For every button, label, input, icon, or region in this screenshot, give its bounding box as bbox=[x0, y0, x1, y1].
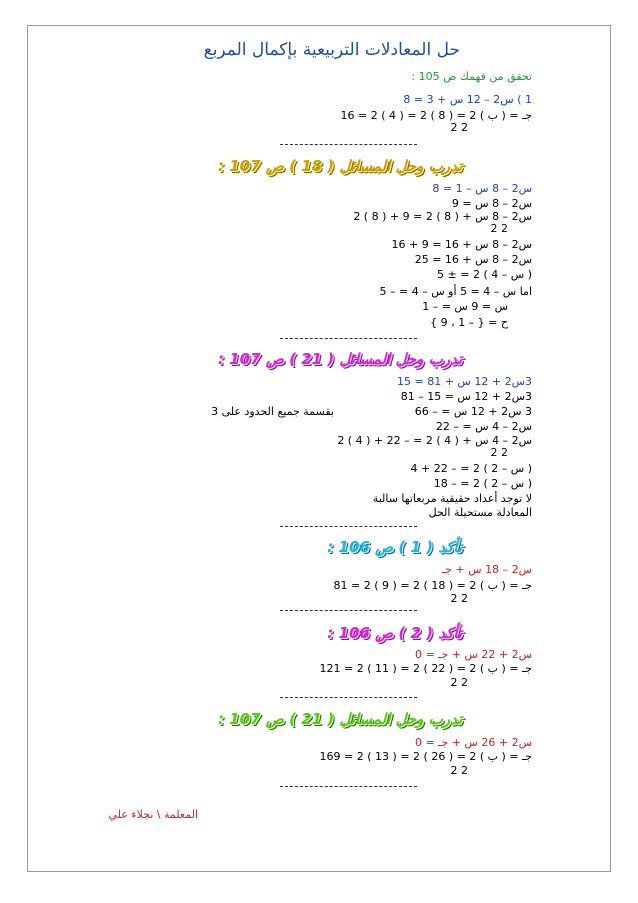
separator-4 bbox=[280, 610, 417, 611]
s3-solution: جـ = ( ب ) 2 = ( 18 ) 2 = ( 9 ) 2 = 81 bbox=[333, 579, 532, 592]
s1-line-8: اما س – 4 = 5 أو س – 4 = – 5 bbox=[379, 285, 532, 298]
s5-equation: س2 + 26 س + جـ = 0 bbox=[414, 736, 532, 749]
s2-no-real-note: لا توجد أعداد حقيقية مربعاتها سالبة bbox=[372, 492, 532, 505]
s1-line-5: س2 – 8 س + 16 = 9 + 16 bbox=[391, 238, 532, 251]
q1-equation: 1 ) س2 – 12 س + 3 = 8 bbox=[403, 93, 532, 106]
teacher-signature: المعلمة \ نجلاء علي bbox=[108, 808, 198, 821]
s2-line-8: ( س – 2 ) 2 = – 18 bbox=[433, 477, 532, 490]
s2-line-6: 2 2 bbox=[490, 446, 508, 459]
s2-line-7: ( س – 2 ) 2 = – 22 + 4 bbox=[410, 462, 532, 475]
s1-line-1: س2 – 8 س – 1 = 8 bbox=[432, 182, 532, 195]
s2-line-2: 3س2 + 12 س = 15 – 81 bbox=[400, 390, 532, 403]
q1-solution: جـ = ( ب ) 2 = ( 8 ) 2 = ( 4 ) 2 = 16 bbox=[340, 109, 532, 122]
s2-impossible-note: المعادلة مستحيلة الحل bbox=[428, 506, 532, 519]
s1-line-6: س2 – 8 س + 16 = 25 bbox=[414, 253, 532, 266]
s1-solution-set: ح = { – 1 ، 9 } bbox=[430, 316, 508, 329]
s2-line-1: 3س2 + 12 س + 81 = 15 bbox=[396, 375, 532, 388]
s2-line-5: س2 – 4 س + ( 4 ) 2 = – 22 + ( 4 ) 2 bbox=[337, 434, 532, 447]
s2-line-4: س2 – 4 س = – 22 bbox=[435, 420, 532, 433]
separator-2 bbox=[280, 338, 417, 339]
separator-5 bbox=[280, 697, 417, 698]
s4-denominators: 2 2 bbox=[450, 676, 468, 689]
s5-solution: جـ = ( ب ) 2 = ( 26 ) 2 = ( 13 ) 2 = 169 bbox=[319, 750, 532, 763]
s3-denominators: 2 2 bbox=[450, 592, 468, 605]
page-title: حل المعادلات التربيعية بإكمال المربع bbox=[203, 40, 460, 60]
q1-fraction-denominators: 2 2 bbox=[450, 121, 468, 134]
s1-line-7: ( س – 4 ) 2 = ± 5 bbox=[437, 268, 532, 281]
s2-line-3: 3 س2 + 12 س = – 66 bbox=[414, 405, 532, 418]
s1-line-3: س2 – 8 س + ( 8 ) 2 = 9 + ( 8 ) 2 bbox=[353, 210, 532, 223]
s4-solution: جـ = ( ب ) 2 = ( 22 ) 2 = ( 11 ) 2 = 121 bbox=[319, 662, 532, 675]
section5-header: تدرب وحل المسائل ( 21 ) ص 107 : bbox=[217, 710, 462, 728]
section4-header: تأكد ( 2 ) ص 106 : bbox=[327, 624, 462, 642]
s5-denominators: 2 2 bbox=[450, 764, 468, 777]
s1-line-9: س = 9 س = – 1 bbox=[422, 300, 508, 313]
s3-equation: س2 – 18 س + جـ bbox=[441, 563, 532, 576]
s1-line-4: 2 2 bbox=[490, 222, 508, 235]
separator-3 bbox=[280, 526, 417, 527]
separator-1 bbox=[280, 144, 417, 145]
section3-header: تأكد ( 1 ) ص 106 : bbox=[327, 538, 462, 556]
s4-equation: س2 + 22 س + جـ = 0 bbox=[414, 648, 532, 661]
separator-6 bbox=[280, 786, 417, 787]
section2-header: تدرب وحل المسائل ( 21 ) ص 107 : bbox=[217, 350, 462, 368]
s1-line-2: س2 – 8 س = 9 bbox=[451, 197, 532, 210]
s2-divide-note: بقسمة جميع الحدود على 3 bbox=[211, 405, 334, 418]
section1-header: تدرب وحل المسائل ( 18 ) ص 107 : bbox=[217, 157, 462, 175]
check-understanding-label: تحقق من فهمك ص 105 : bbox=[411, 70, 532, 83]
